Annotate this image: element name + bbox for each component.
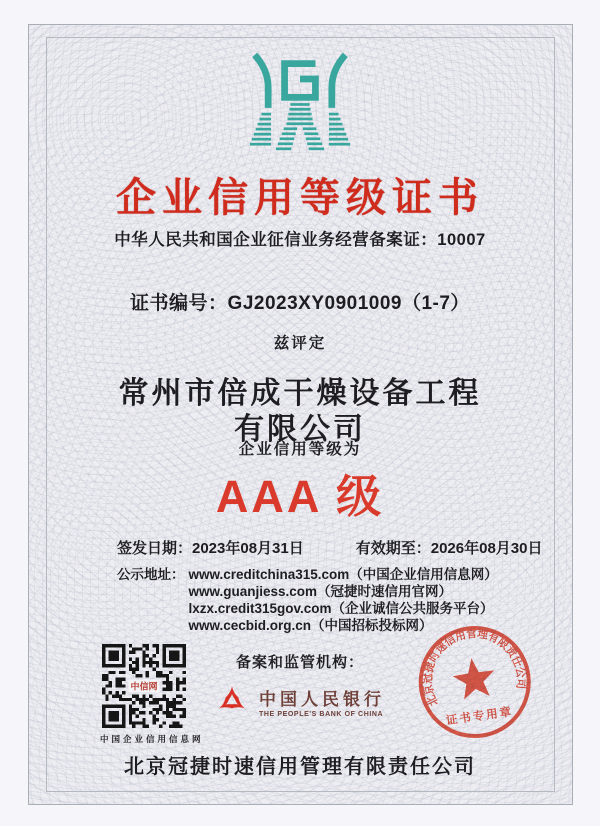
seal-bottom-text: 证书专用章 — [445, 706, 514, 728]
credit-rating-value: AAA 级 — [215, 471, 385, 522]
company-name-line2: 有限公司 — [234, 413, 366, 446]
filing-number-line: 中华人民共和国企业征信业务经营备案证：10007 — [114, 231, 486, 249]
publicity-address-block — [117, 566, 498, 634]
hereby-label: 兹评定 — [273, 335, 327, 352]
publicity-site: lxzx.credit315gov.com（企业诚信公共服务平台） — [188, 601, 494, 616]
valid-until-date: 有效期至：2026年08月30日 — [355, 540, 543, 557]
seal-star-icon — [451, 655, 498, 700]
qr-caption: 中国企业信用信息网 — [100, 734, 204, 744]
certificate-seal-icon — [407, 616, 543, 752]
rating-intro-label: 企业信用等级为 — [238, 441, 362, 458]
publicity-site: www.guanjiess.com（冠捷时速信用官网） — [188, 584, 453, 599]
regulator-label: 备案和监管机构： — [235, 654, 364, 671]
issuer-company-name: 北京冠捷时速信用管理有限责任公司 — [124, 756, 476, 778]
logo-stripes — [250, 103, 350, 150]
qr-code-block — [100, 644, 204, 745]
certificate-number: 证书编号：GJ2023XY0901009（1-7） — [130, 293, 470, 314]
credit-agency-logo-icon — [241, 52, 359, 160]
certificate-title: 企业信用等级证书 — [116, 176, 484, 220]
seal-ring-text: 北京冠捷时速信用管理有限责任公司 — [420, 625, 529, 709]
pboc-emblem-icon — [215, 684, 249, 718]
publicity-site: www.cecbid.org.cn（中国招标投标网） — [188, 618, 433, 633]
qr-center-label: 中信网 — [130, 681, 158, 692]
qr-code-icon — [101, 644, 187, 728]
bank-name-cn: 中国人民银行 — [259, 689, 385, 709]
publicity-site: www.creditchina315.com（中国企业信用信息网） — [188, 567, 498, 582]
company-name-line1: 常州市倍成干燥设备工程 — [118, 377, 482, 410]
date-row — [117, 537, 543, 558]
bank-name-en: THE PEOPLE'S BANK OF CHINA — [259, 710, 384, 718]
issue-date: 签发日期：2023年08月31日 — [117, 540, 304, 557]
publicity-label: 公示地址： — [117, 567, 185, 582]
